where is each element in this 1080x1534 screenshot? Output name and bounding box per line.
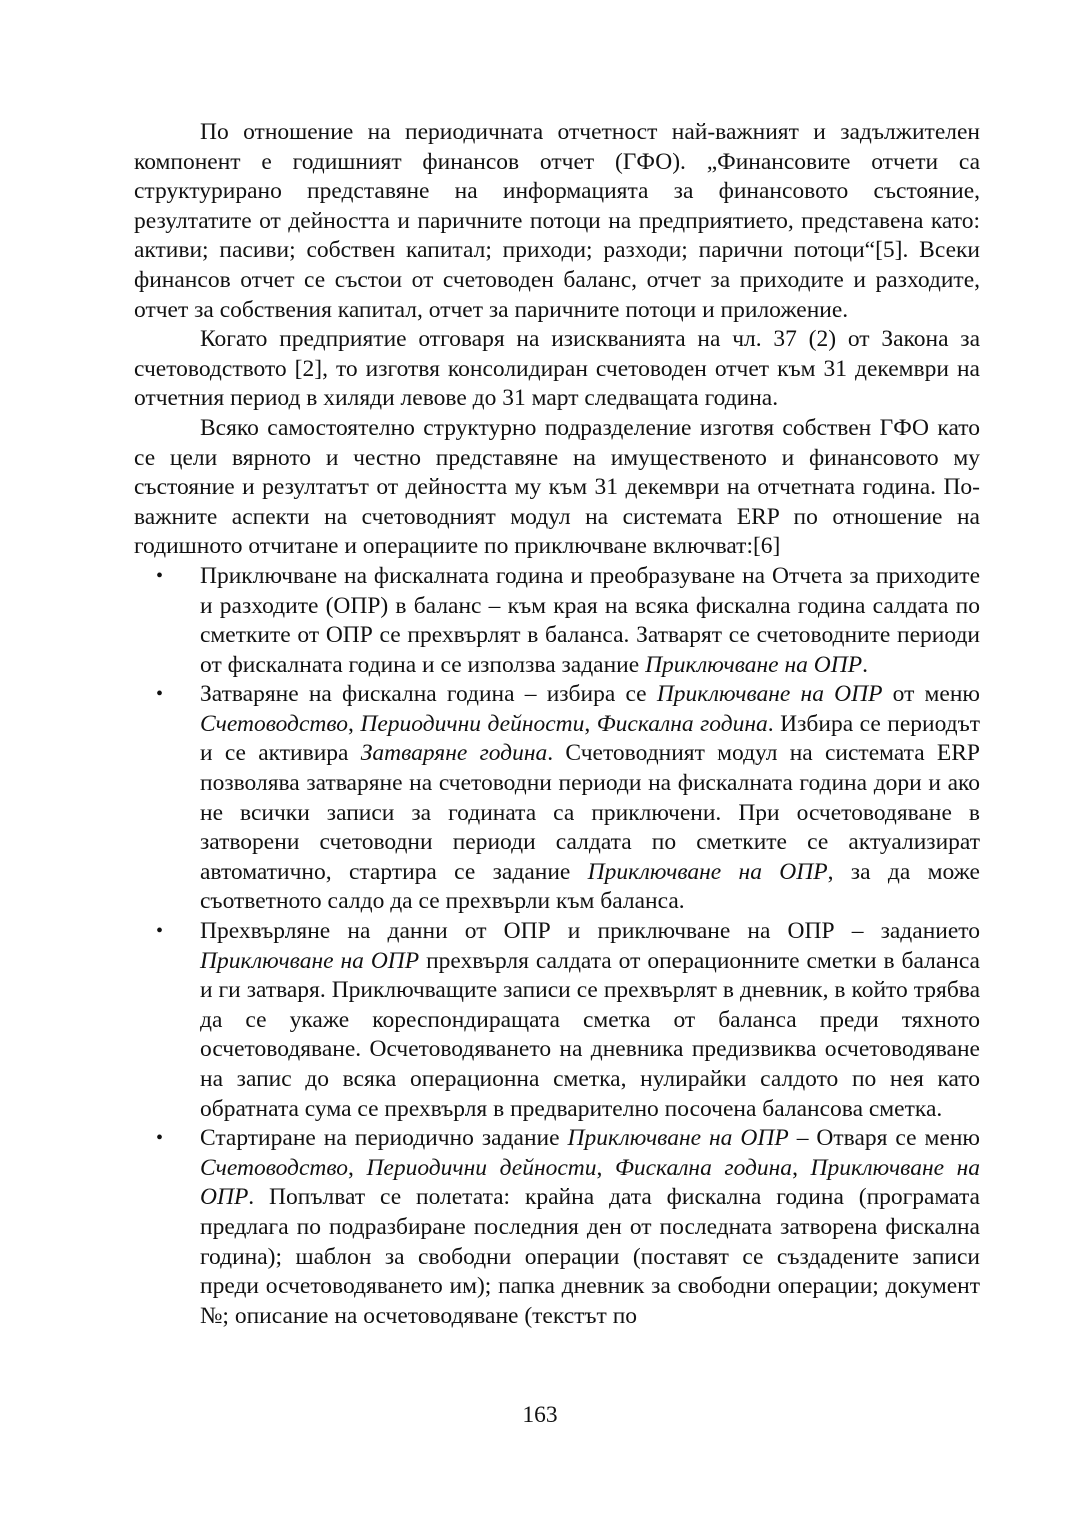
- item-italic-term: Счетоводство: [200, 710, 348, 737]
- item-italic-term: Счетоводство: [200, 1154, 348, 1181]
- paragraph-consolidated-report: Когато предприятие отговаря на изискванията на чл. 37 (2) от Закона за счетоводството [2], то изготвя консолидиран счетоводен отчет към 31 декември на отчетния период в хиляди левове до 31 март следващата година.: [134, 326, 980, 412]
- item-text: Прехвърляне на данни от ОПР и приключване на ОПР – заданието: [200, 918, 980, 945]
- item-text: ,: [348, 1154, 367, 1181]
- item-italic-term: Приключване на ОПР: [200, 947, 420, 974]
- bullet-icon: •: [156, 1127, 164, 1150]
- item-italic-term: Приключване на ОПР: [645, 651, 863, 678]
- item-text: . Попълват се полетата: крайна дата фискална година (програмата предлага по подразбиране последния ден от последната затворена фискална година); шаблон за свободни операции (поставят се създадените записи преди осчетоводяването им); папка дневник за свободни операции; документ №; описание на осчетоводяване (текстът по: [200, 1184, 980, 1329]
- item-text: Приключване на фискалната година и преобразуване на Отчета за приходите и разходите (ОПР) в баланс – към края на всяка фискална година салдата по сметките от ОПР се прехвърлят в баланса. Затварят се счетоводните периоди от фискалната година и се използва задание: [200, 562, 980, 678]
- paragraph-annual-report: По отношение на периодичната отчетност най-важният и задължителен компонент е годишният финансов отчет (ГФО). „Финансовите отчети са структурирано представяне на информацията за финансовото състояние, резултатите от дейността и паричните потоци на предприятието, представена като: активи; пасиви; собствен капитал; приходи; разходи; парични потоци“[5]. Всеки финансов отчет се състои от счетоводен баланс, отчет за приходите и разходите, отчет за собствения капитал, отчет за паричните потоци и приложение.: [134, 119, 980, 323]
- list-item-transfer-data: [134, 917, 980, 1124]
- item-text: прехвърля салдата от операционните сметки в баланса и ги затваря. Приключващите записи се прехвърлят в дневник, в който трябва да се укаже кореспондиращата сметка от баланса преди тяхното осчетоводяване. Осчетоводяването на дневника предизвиква осчетоводяване на запис до всяка операционна сметка, нулирайки салдото по нея като обратната сума се прехвърля в предварително посочена балансова сметка.: [200, 947, 980, 1122]
- item-italic-term: Приключване на ОПР: [200, 1154, 980, 1211]
- list-item-fiscal-year-closing: [134, 562, 980, 680]
- item-text: Стартиране на периодично задание: [200, 1125, 568, 1152]
- item-text: . Избира се периодът и се активира: [200, 710, 981, 767]
- item-italic-term: Приключване на ОПР: [587, 858, 828, 885]
- list-item-close-fiscal-year: [134, 680, 980, 917]
- item-text: Затваряне на фискална година – избира се: [200, 681, 657, 708]
- paragraph-structural-unit: Всяко самостоятелно структурно подразделение изготвя собствен ГФО като се цели вярното и честно представяне на имущественото и финансовото му състояние и резултатът от дейността му към 31 декември на отчетната година. По-важните аспекти на счетоводният модул на системата ERP по отношение на годишното отчитане и операциите по приключване включват:[6]: [134, 414, 980, 560]
- item-italic-term: Фискална година: [614, 1154, 793, 1181]
- bullet-icon: •: [156, 683, 164, 706]
- page-number: 163: [522, 1402, 558, 1428]
- item-italic-term: Приключване на ОПР: [656, 681, 883, 708]
- item-text: от меню: [882, 681, 980, 708]
- bullet-icon: •: [156, 920, 164, 943]
- item-italic-term: Фискална година: [596, 710, 768, 737]
- item-text: ,: [348, 710, 361, 737]
- item-italic-term: Периодични дейности: [360, 710, 585, 737]
- item-text: ,: [584, 710, 597, 737]
- page-body: [134, 118, 980, 1331]
- item-text: ,: [792, 1154, 811, 1181]
- item-italic-term: Периодични дейности: [366, 1154, 597, 1181]
- item-text: .: [862, 651, 868, 678]
- closing-operations-list: [134, 562, 980, 1331]
- list-item-start-periodic-task: [134, 1124, 980, 1331]
- item-text: ,: [596, 1154, 615, 1181]
- item-italic-term: Затваряне година: [360, 740, 548, 767]
- bullet-icon: •: [156, 564, 164, 587]
- item-text: . Счетоводният модул на системата ERP позволява затваряне на счетоводни периоди на фискалната година дори и ако не всички записи за годината са приключени. При осчетоводяване в затворени счетоводни периоди салдата по сметките се актуализират автоматично, стартира се задание: [200, 740, 980, 885]
- item-text: – Отваря се меню: [788, 1125, 980, 1152]
- item-text: , за да може съответното салдо да се прехвърли към баланса.: [200, 858, 980, 915]
- item-italic-term: Приключване на ОПР: [567, 1125, 789, 1152]
